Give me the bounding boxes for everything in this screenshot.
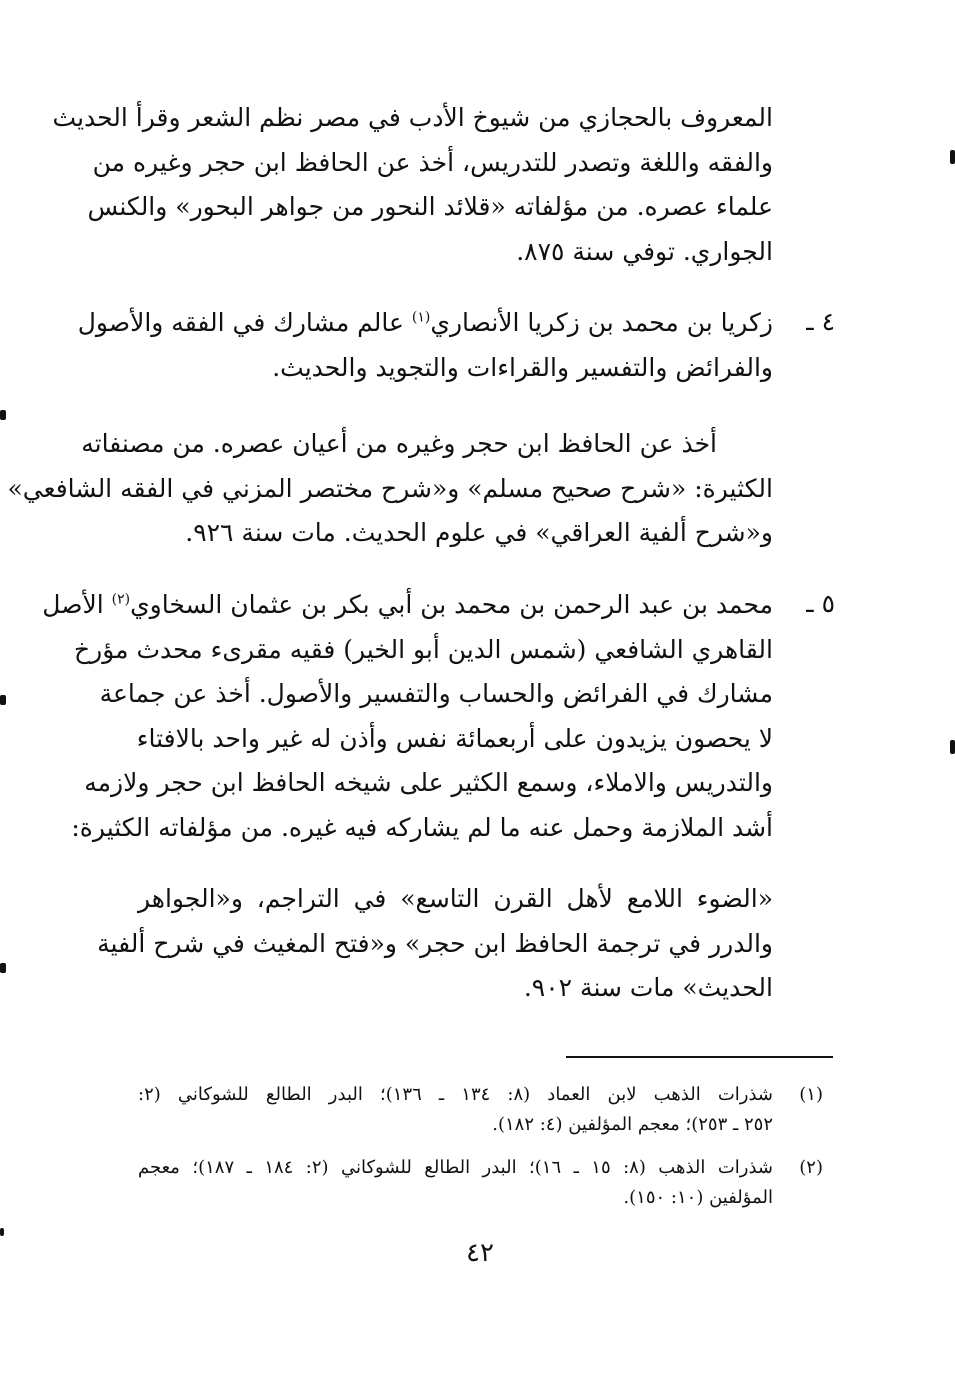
paragraph-6 [97,877,773,1011]
scan-edge-mark [0,695,6,705]
scan-edge-mark [0,963,6,973]
text-line: المعروف بالحجازي من شيوخ الأدب في مصر نظم الشعر وقرأ الحديث [52,103,773,132]
scan-edge-mark [0,410,6,420]
text-line: والدرر في ترجمة الحافظ ابن حجر» و«فتح المغيث في شرح ألفية [97,928,773,958]
text-line: علماء عصره. من مؤلفاته «قلائد النحور من جواهر البحور» والكنس [87,192,773,221]
text-line: الكثيرة: «شرح صحيح مسلم» و«شرح مختصر المزني في الفقه الشافعي» [7,473,773,503]
paragraph-1 [52,96,773,274]
footnote-number: (٢) [799,1157,823,1178]
text-line: «الضوء اللامع لأهل القرن التاسع» في التراجم، و«الجواهر [138,884,773,913]
scan-edge-mark [950,150,955,164]
footnote-ref: (٢) [111,591,131,608]
footnote-2 [138,1153,823,1213]
scan-edge-mark [0,1228,4,1236]
person-name: زكريا بن محمد بن زكريا الأنصاري [430,308,773,337]
footnote-number: (١) [799,1084,823,1105]
text-line [42,583,773,628]
text-line: أخذ عن الحافظ ابن حجر وغيره من أعيان عصره. من مصنفاته [81,429,717,458]
footnote-line: شذرات الذهب لابن العماد (٨: ١٣٤ ـ ١٣٦)؛ البدر الطالع للشوكاني (٢: [138,1084,773,1105]
paragraph-item-5 [42,583,773,850]
text-line [77,301,773,346]
text-line: الحديث» مات سنة ٩٠٢. [523,973,773,1002]
text-segment: عالم مشارك في الفقه والأصول [77,308,404,337]
footnote-1 [138,1080,823,1140]
footnote-line: ٢٥٢ ـ ٢٥٣)؛ معجم المؤلفين (٤: ١٨٢). [492,1114,773,1135]
person-name: محمد بن عبد الرحمن بن محمد بن أبي بكر بن عثمان السخاوي [130,590,773,619]
text-line: مشارك في الفرائض والحساب والتفسير والأصول. أخذ عن جماعة [99,679,773,708]
text-line: و«شرح ألفية العراقي» في علوم الحديث. مات سنة ٩٢٦. [185,518,773,547]
item-number-5: ٥ ـ [806,589,835,618]
footnote-ref: (١) [411,309,431,326]
text-line: والفقه واللغة وتصدر للتدريس، أخذ عن الحافظ ابن حجر وغيره من [92,147,773,177]
paragraph-item-4 [77,301,773,390]
text-segment: الأصل [42,590,104,619]
footnote-line: شذرات الذهب (٨: ١٥ ـ ١٦)؛ البدر الطالع للشوكاني (٢: ١٨٤ ـ ١٨٧)؛ معجم [138,1157,774,1178]
text-line: الجواري. توفي سنة ٨٧٥. [516,236,773,266]
text-line: لا يحصون يزيدون على أربعمائة نفس وأذن له غير واحد بالافتاء [136,723,773,753]
paragraph-3 [7,422,773,556]
text-line: والفرائض والتفسير والقراءات والتجويد والحديث. [272,352,773,382]
scan-edge-mark [950,740,955,754]
footnote-line: المؤلفين (١٠: ١٥٠). [623,1187,773,1208]
footnote-separator [566,1056,833,1058]
text-line: والتدريس والاملاء، وسمع الكثير على شيخه الحافظ ابن حجر ولازمه [84,768,773,797]
page-number: ٤٢ [466,1238,494,1268]
text-line: القاهري الشافعي (شمس الدين أبو الخير) فقيه مقرىء محدث مؤرخ [74,634,773,664]
text-line: أشد الملازمة وحمل عنه ما لم يشاركه فيه غيره. من مؤلفاته الكثيرة: [71,812,773,842]
item-number-4: ٤ ـ [806,307,835,336]
